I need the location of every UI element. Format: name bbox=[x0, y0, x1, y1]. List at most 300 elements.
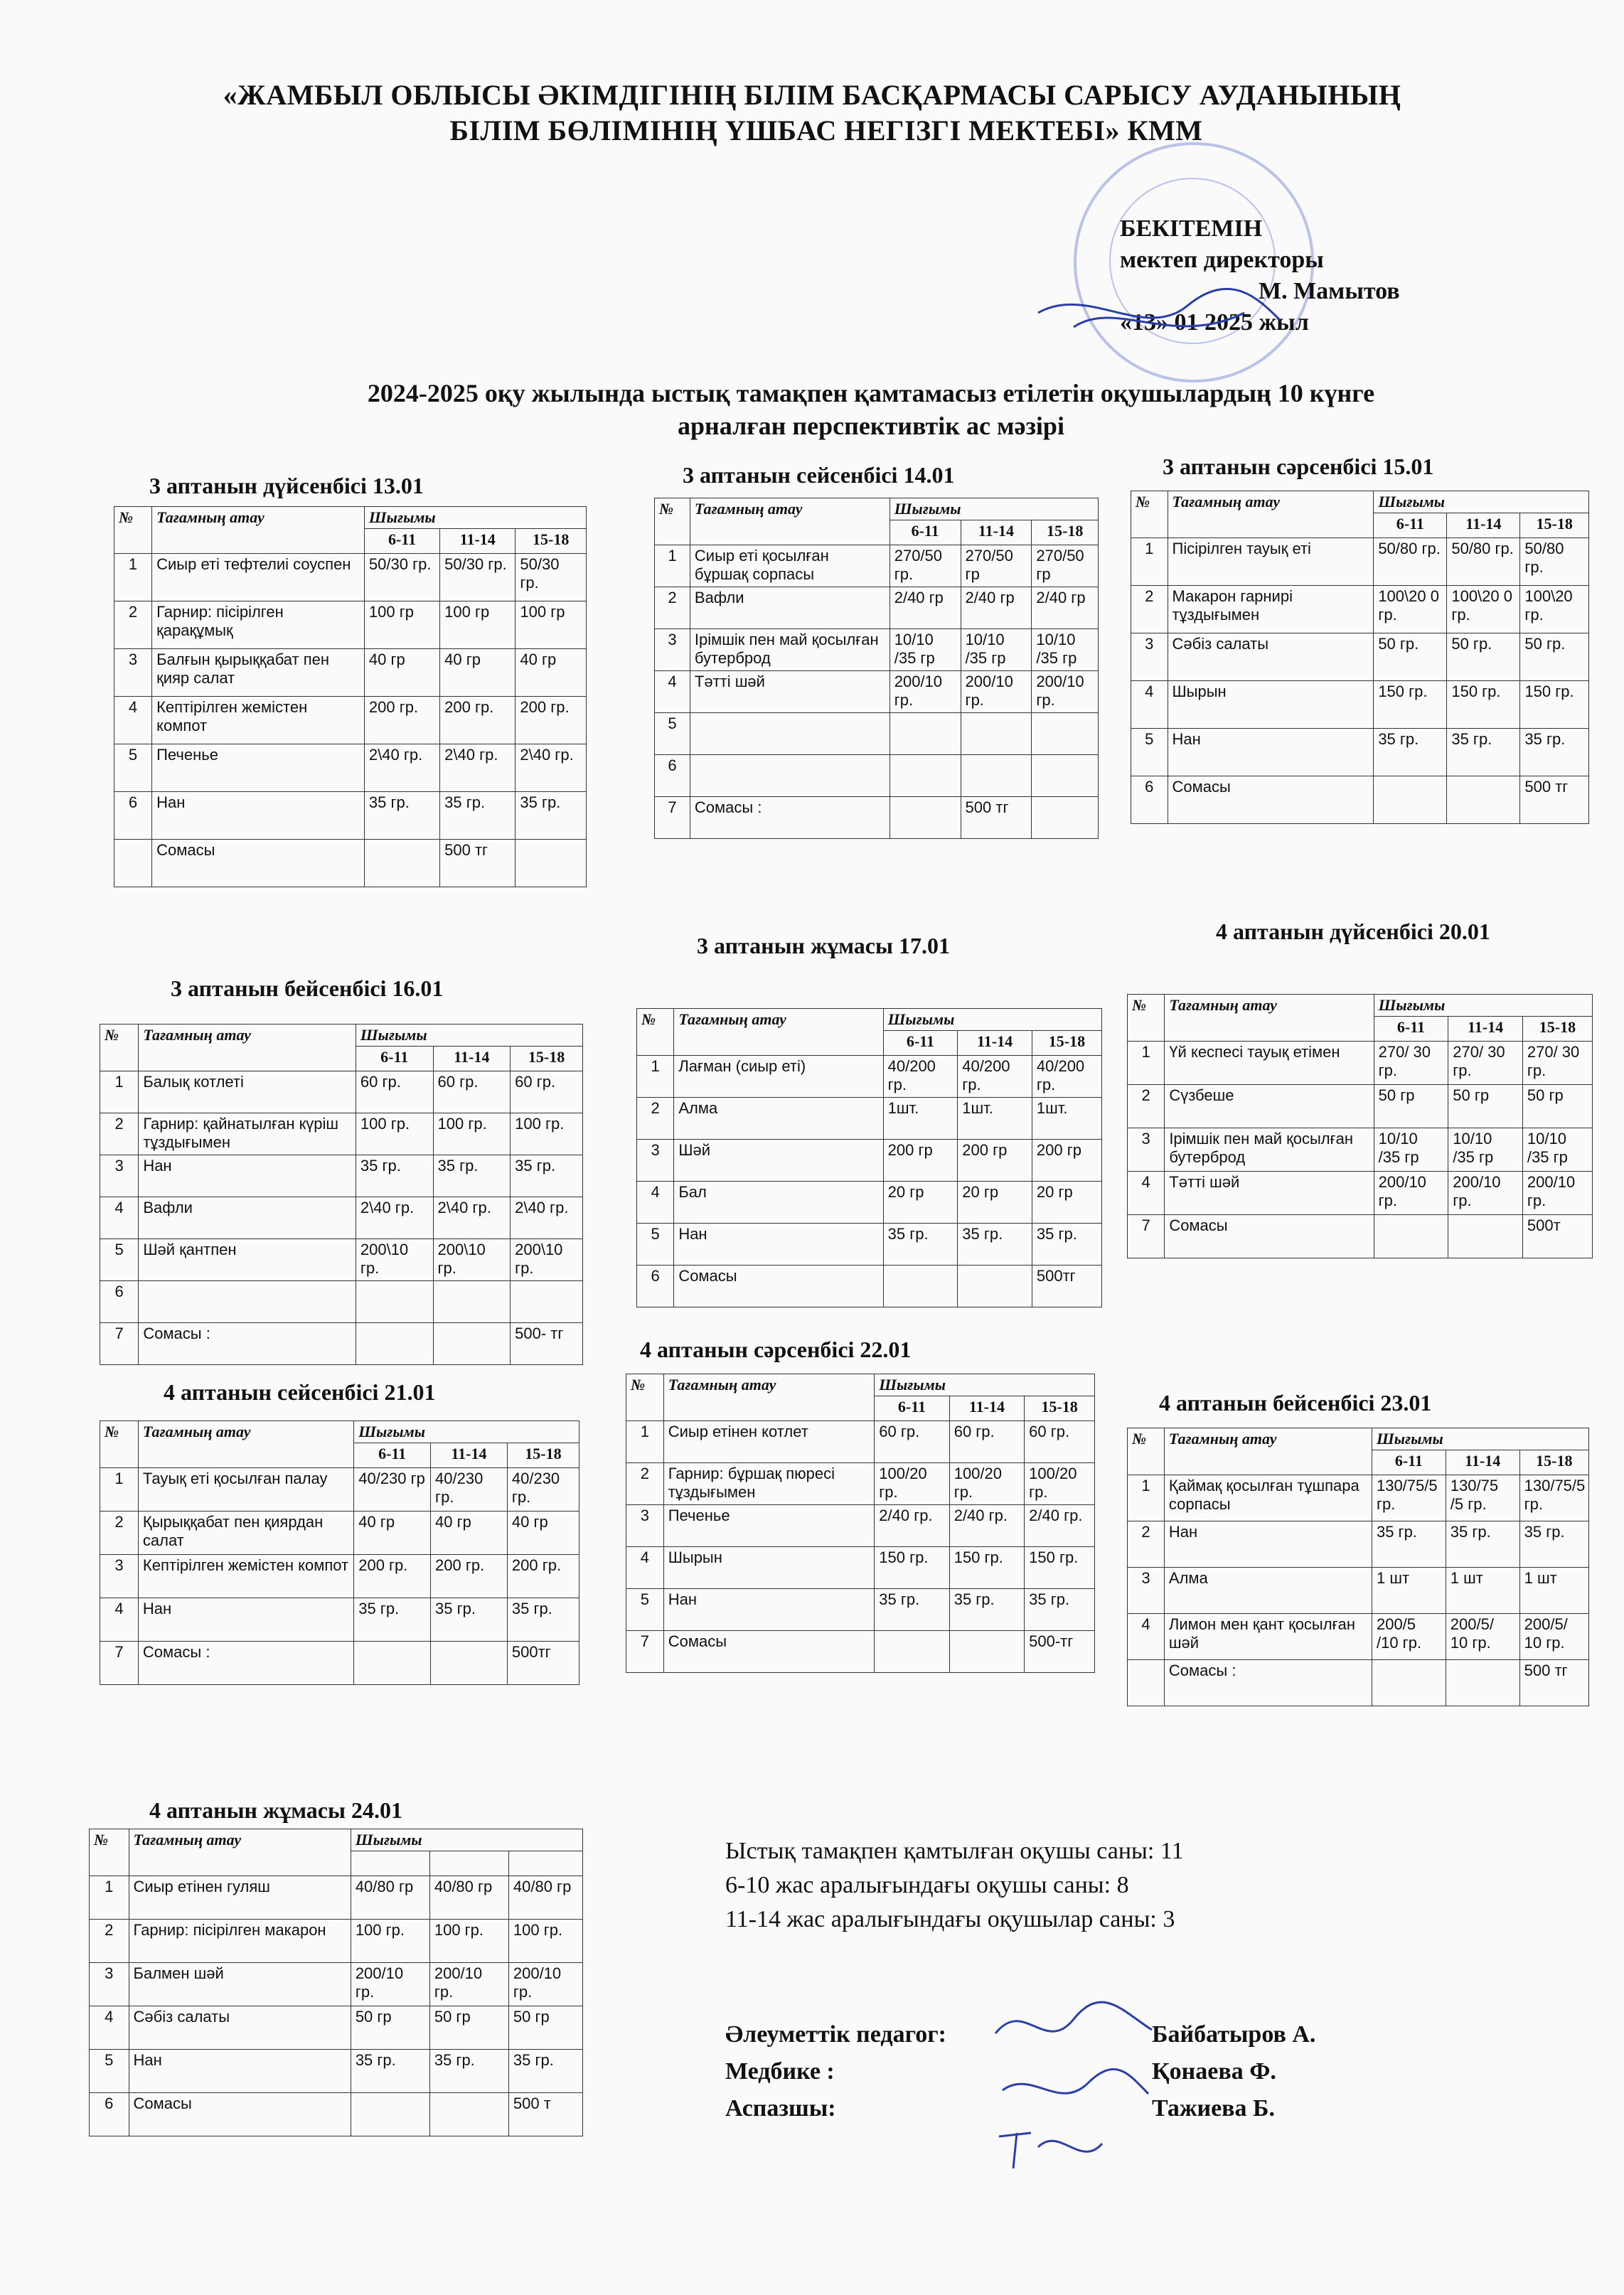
portion-value: 50 гр bbox=[508, 2006, 582, 2050]
column-portion-header: Шығымы bbox=[351, 1829, 582, 1851]
dish-name: Гарнир: пісірілген қарақұмық bbox=[152, 601, 365, 649]
portion-value: 200 гр. bbox=[364, 697, 439, 744]
table-row bbox=[1128, 1614, 1589, 1660]
portion-value bbox=[356, 1323, 433, 1365]
portion-value: 35 гр. bbox=[507, 1598, 579, 1642]
approval-position: мектеп директоры bbox=[1120, 247, 1324, 273]
portion-value: 500тг bbox=[1032, 1266, 1101, 1307]
age-group-header: 15-18 bbox=[1519, 1450, 1588, 1475]
dish-name: Печенье bbox=[152, 744, 365, 792]
table-row bbox=[1128, 1660, 1589, 1706]
table-row bbox=[100, 1598, 579, 1642]
row-number: 3 bbox=[114, 649, 152, 697]
table-row bbox=[100, 1468, 579, 1512]
portion-value: 200/10 гр. bbox=[351, 1963, 429, 2006]
row-number: 1 bbox=[626, 1421, 664, 1463]
portion-value: 50 гр bbox=[351, 2006, 429, 2050]
portion-value bbox=[1447, 776, 1520, 824]
portion-value: 100 гр bbox=[515, 601, 587, 649]
portion-value: 2\40 гр. bbox=[440, 744, 515, 792]
portion-value: 40/200 гр. bbox=[883, 1056, 958, 1098]
portion-value: 10/10 /35 гр bbox=[1522, 1128, 1592, 1172]
dish-name: Сомасы bbox=[1165, 1215, 1374, 1258]
row-number: 3 bbox=[1128, 1568, 1165, 1614]
signer-role: Әлеуметтік педагог: bbox=[725, 2021, 946, 2048]
column-number-header: № bbox=[1128, 1428, 1165, 1475]
portion-value: 50 гр bbox=[1522, 1085, 1592, 1128]
column-dish-header: Тағамның атау bbox=[690, 498, 890, 545]
dish-name: Сәбіз салаты bbox=[1168, 633, 1374, 681]
portion-value: 20 гр bbox=[958, 1182, 1032, 1224]
portion-value: 270/ 30 гр. bbox=[1448, 1042, 1523, 1085]
portion-value: 35 гр. bbox=[1447, 729, 1520, 776]
approval-name: М. Мамытов bbox=[1259, 278, 1400, 304]
portion-value bbox=[958, 1266, 1032, 1307]
portion-value: 200/10 гр. bbox=[1522, 1172, 1592, 1215]
dish-name: Сиыр еті тефтелиі соуспен bbox=[152, 554, 365, 601]
portion-value bbox=[961, 713, 1032, 755]
dish-name: Пісірілген тауық еті bbox=[1168, 538, 1374, 586]
table-row bbox=[90, 2006, 583, 2050]
portion-value: 1 шт bbox=[1519, 1568, 1588, 1614]
dish-name: Сомасы bbox=[129, 2093, 351, 2136]
row-number: 4 bbox=[626, 1547, 664, 1589]
portion-value: 200 гр bbox=[883, 1140, 958, 1182]
dish-name: Нан bbox=[1164, 1521, 1372, 1568]
row-number: 6 bbox=[100, 1281, 139, 1323]
table-row bbox=[637, 1182, 1102, 1224]
portion-value: 1шт. bbox=[958, 1098, 1032, 1140]
portion-value: 50 гр bbox=[1374, 1085, 1448, 1128]
portion-value: 35 гр. bbox=[354, 1598, 431, 1642]
signer-role: Медбике : bbox=[725, 2058, 835, 2085]
school-name-line1: «ЖАМБЫЛ ОБЛЫСЫ ӘКІМДІГІНІҢ БІЛІМ БАСҚАРМАСЫ САРЫСУ АУДАНЫНЫҢ bbox=[223, 79, 1401, 111]
menu-table-day5 bbox=[636, 1008, 1102, 1307]
row-number: 3 bbox=[1128, 1128, 1165, 1172]
menu-table-day10 bbox=[89, 1829, 583, 2136]
row-number: 7 bbox=[655, 797, 690, 839]
portion-value: 1 шт bbox=[1446, 1568, 1519, 1614]
row-number: 5 bbox=[626, 1589, 664, 1631]
portion-value: 2/40 гр. bbox=[949, 1505, 1024, 1547]
table-row bbox=[1131, 776, 1589, 824]
table-row bbox=[90, 2093, 583, 2136]
menu-table-day9 bbox=[1127, 1428, 1589, 1706]
signer-name: Қонаева Ф. bbox=[1152, 2058, 1276, 2085]
portion-value: 2\40 гр. bbox=[356, 1197, 433, 1239]
row-number: 2 bbox=[114, 601, 152, 649]
portion-value: 200\10 гр. bbox=[356, 1239, 433, 1281]
portion-value: 40/80 гр bbox=[429, 1876, 508, 1920]
column-portion-header: Шығымы bbox=[1372, 1428, 1588, 1450]
portion-value bbox=[433, 1323, 511, 1365]
portion-value: 200/10 гр. bbox=[961, 671, 1032, 713]
dish-name: Балғын қырыққабат пен қияр салат bbox=[152, 649, 365, 697]
table-row bbox=[655, 629, 1099, 671]
dish-name: Макарон гарнирі тұздығымен bbox=[1168, 586, 1374, 633]
portion-value: 35 гр. bbox=[1446, 1521, 1519, 1568]
dish-name: Шырын bbox=[663, 1547, 875, 1589]
portion-value: 150 гр. bbox=[875, 1547, 949, 1589]
dish-name: Вафли bbox=[139, 1197, 356, 1239]
portion-value: 100/20 гр. bbox=[949, 1463, 1024, 1505]
portion-value: 130/75 /5 гр. bbox=[1446, 1475, 1519, 1521]
dish-name: Ірімшік пен май қосылған бутерброд bbox=[1165, 1128, 1374, 1172]
portion-value: 40/80 гр bbox=[351, 1876, 429, 1920]
portion-value: 40 гр bbox=[515, 649, 587, 697]
portion-value: 200/10 гр. bbox=[429, 1963, 508, 2006]
column-number-header: № bbox=[1131, 491, 1168, 538]
age-group-header: 15-18 bbox=[1520, 513, 1589, 538]
menu-table-day4 bbox=[100, 1024, 583, 1365]
age-group-header: 15-18 bbox=[1025, 1396, 1095, 1421]
portion-value: 10/10 /35 гр bbox=[961, 629, 1032, 671]
portion-value: 200\10 гр. bbox=[511, 1239, 583, 1281]
dish-name: Нан bbox=[138, 1598, 353, 1642]
age-group-header: 6-11 bbox=[364, 529, 439, 554]
portion-value: 100\20 гр. bbox=[1520, 586, 1589, 633]
portion-value: 150 гр. bbox=[1374, 681, 1447, 729]
portion-value: 270/50 гр bbox=[961, 545, 1032, 587]
row-number: 4 bbox=[1128, 1172, 1165, 1215]
dish-name: Нан bbox=[1168, 729, 1374, 776]
row-number: 1 bbox=[90, 1876, 129, 1920]
table-row bbox=[1128, 1128, 1593, 1172]
portion-value: 50/30 гр. bbox=[515, 554, 587, 601]
row-number: 1 bbox=[1128, 1475, 1165, 1521]
portion-value: 40/230 гр bbox=[354, 1468, 431, 1512]
portion-value: 35 гр. bbox=[356, 1155, 433, 1197]
portion-value: 35 гр. bbox=[1374, 729, 1447, 776]
portion-value: 40/80 гр bbox=[508, 1876, 582, 1920]
row-number: 7 bbox=[1128, 1215, 1165, 1258]
portion-value bbox=[1032, 713, 1099, 755]
portion-value: 100/20 гр. bbox=[1025, 1463, 1095, 1505]
age-group-header: 11-14 bbox=[961, 520, 1032, 545]
table-row bbox=[1128, 1215, 1593, 1258]
portion-value: 35 гр. bbox=[433, 1155, 511, 1197]
row-number: 3 bbox=[100, 1555, 139, 1598]
signer-role: Аспазшы: bbox=[725, 2095, 836, 2122]
portion-value: 10/10 /35 гр bbox=[1374, 1128, 1448, 1172]
portion-value: 35 гр. bbox=[1372, 1521, 1446, 1568]
table-row bbox=[655, 671, 1099, 713]
portion-value: 40 гр bbox=[431, 1512, 508, 1555]
portion-value bbox=[961, 755, 1032, 797]
age-group-header: 6-11 bbox=[875, 1396, 949, 1421]
row-number: 4 bbox=[114, 697, 152, 744]
column-number-header: № bbox=[100, 1421, 139, 1468]
table-row bbox=[655, 587, 1099, 629]
portion-value bbox=[1032, 797, 1099, 839]
row-number: 2 bbox=[100, 1512, 139, 1555]
portion-value: 40/230 гр. bbox=[507, 1468, 579, 1512]
dish-name: Печенье bbox=[663, 1505, 875, 1547]
table-row bbox=[100, 1239, 583, 1281]
column-portion-header: Шығымы bbox=[354, 1421, 579, 1443]
table-row bbox=[100, 1071, 583, 1113]
age-group-header: 15-18 bbox=[1032, 1031, 1101, 1056]
portion-value: 100\20 0 гр. bbox=[1447, 586, 1520, 633]
table-row bbox=[100, 1642, 579, 1685]
portion-value: 50 гр. bbox=[1520, 633, 1589, 681]
portion-value bbox=[1032, 755, 1099, 797]
table-row bbox=[626, 1463, 1095, 1505]
portion-value: 60 гр. bbox=[511, 1071, 583, 1113]
table-row bbox=[626, 1421, 1095, 1463]
portion-value: 150 гр. bbox=[1447, 681, 1520, 729]
portion-value: 10/10 /35 гр bbox=[1032, 629, 1099, 671]
portion-value: 50 гр bbox=[1448, 1085, 1523, 1128]
portion-value: 40 гр bbox=[364, 649, 439, 697]
row-number: 4 bbox=[655, 671, 690, 713]
portion-value: 2/40 гр bbox=[890, 587, 961, 629]
dish-name: Үй кеспесі тауық етімен bbox=[1165, 1042, 1374, 1085]
portion-value: 50/80 гр. bbox=[1447, 538, 1520, 586]
table-row bbox=[1131, 729, 1589, 776]
day-title-1: 3 аптанын дүйсенбісі 13.01 bbox=[149, 473, 424, 498]
row-number: 6 bbox=[114, 792, 152, 840]
dish-name: Нан bbox=[152, 792, 365, 840]
portion-value: 10/10 /35 гр bbox=[890, 629, 961, 671]
day-title-8: 4 аптанын сәрсенбісі 22.01 bbox=[640, 1337, 912, 1362]
menu-table-day2 bbox=[654, 498, 1099, 839]
age-group-header: 6-11 bbox=[883, 1031, 958, 1056]
table-row bbox=[1128, 1521, 1589, 1568]
portion-value: 35 гр. bbox=[440, 792, 515, 840]
dish-name: Сомасы : bbox=[139, 1323, 356, 1365]
table-row bbox=[637, 1056, 1102, 1098]
dish-name: Нан bbox=[674, 1224, 883, 1266]
row-number: 6 bbox=[655, 755, 690, 797]
portion-value: 1 шт bbox=[1372, 1568, 1446, 1614]
age-group-header bbox=[508, 1851, 582, 1876]
row-number: 5 bbox=[90, 2050, 129, 2093]
dish-name: Сүзбеше bbox=[1165, 1085, 1374, 1128]
menu-table-day6 bbox=[1127, 994, 1593, 1258]
table-row bbox=[655, 755, 1099, 797]
row-number: 1 bbox=[1131, 538, 1168, 586]
row-number: 5 bbox=[114, 744, 152, 792]
row-number: 2 bbox=[1128, 1521, 1165, 1568]
portion-value: 50/30 гр. bbox=[364, 554, 439, 601]
row-number: 3 bbox=[1131, 633, 1168, 681]
portion-value bbox=[354, 1642, 431, 1685]
row-number: 4 bbox=[1128, 1614, 1165, 1660]
portion-value: 35 гр. bbox=[351, 2050, 429, 2093]
portion-value: 500тг bbox=[507, 1642, 579, 1685]
portion-value: 100\20 0 гр. bbox=[1374, 586, 1447, 633]
row-number: 5 bbox=[655, 713, 690, 755]
portion-value: 200/10 гр. bbox=[1032, 671, 1099, 713]
portion-value: 2/40 гр. bbox=[1025, 1505, 1095, 1547]
dish-name: Сомасы : bbox=[1164, 1660, 1372, 1706]
portion-value: 35 гр. bbox=[1520, 729, 1589, 776]
portion-value: 270/50 гр bbox=[1032, 545, 1099, 587]
row-number: 5 bbox=[637, 1224, 674, 1266]
column-number-header: № bbox=[114, 507, 152, 554]
column-dish-header: Тағамның атау bbox=[663, 1374, 875, 1421]
portion-value: 100 гр bbox=[364, 601, 439, 649]
row-number: 7 bbox=[100, 1323, 139, 1365]
column-number-header: № bbox=[100, 1025, 139, 1071]
column-portion-header: Шығымы bbox=[883, 1009, 1101, 1031]
table-row bbox=[626, 1547, 1095, 1589]
stats-total: Ыстық тамақпен қамтылған оқушы саны: 11 bbox=[725, 1838, 1184, 1864]
portion-value: 35 гр. bbox=[875, 1589, 949, 1631]
table-row bbox=[90, 1876, 583, 1920]
table-row bbox=[1131, 681, 1589, 729]
portion-value: 60 гр. bbox=[1025, 1421, 1095, 1463]
portion-value: 60 гр. bbox=[433, 1071, 511, 1113]
portion-value: 200/5/ 10 гр. bbox=[1446, 1614, 1519, 1660]
column-dish-header: Тағамның атау bbox=[1168, 491, 1374, 538]
dish-name: Сомасы : bbox=[138, 1642, 353, 1685]
table-row bbox=[1128, 1172, 1593, 1215]
column-portion-header: Шығымы bbox=[1374, 995, 1592, 1017]
dish-name: Сомасы bbox=[152, 840, 365, 887]
row-number: 7 bbox=[626, 1631, 664, 1673]
table-row bbox=[90, 2050, 583, 2093]
dish-name: Шәй қантпен bbox=[139, 1239, 356, 1281]
age-group-header: 11-14 bbox=[958, 1031, 1032, 1056]
column-portion-header: Шығымы bbox=[356, 1025, 582, 1047]
portion-value: 35 гр. bbox=[1032, 1224, 1101, 1266]
school-name-line2: БІЛІМ БӨЛІМІНІҢ ҮШБАС НЕГІЗГІ МЕКТЕБІ» КММ bbox=[449, 114, 1203, 146]
table-row bbox=[1131, 633, 1589, 681]
dish-name: Гарнир: қайнатылған күріш тұздығымен bbox=[139, 1113, 356, 1155]
row-number: 4 bbox=[637, 1182, 674, 1224]
row-number: 3 bbox=[100, 1155, 139, 1197]
portion-value: 500т bbox=[1522, 1215, 1592, 1258]
age-group-header: 11-14 bbox=[433, 1047, 511, 1071]
portion-value: 40/200 гр. bbox=[1032, 1056, 1101, 1098]
portion-value: 35 гр. bbox=[1519, 1521, 1588, 1568]
row-number: 3 bbox=[637, 1140, 674, 1182]
portion-value bbox=[356, 1281, 433, 1323]
age-group-header: 6-11 bbox=[890, 520, 961, 545]
dish-name bbox=[690, 755, 890, 797]
row-number: 1 bbox=[637, 1056, 674, 1098]
portion-value: 35 гр. bbox=[431, 1598, 508, 1642]
row-number: 5 bbox=[1131, 729, 1168, 776]
portion-value bbox=[429, 2093, 508, 2136]
day-title-6: 4 аптанын дүйсенбісі 20.01 bbox=[1216, 919, 1490, 944]
dish-name: Сомасы bbox=[663, 1631, 875, 1673]
portion-value bbox=[351, 2093, 429, 2136]
portion-value: 200/10 гр. bbox=[508, 1963, 582, 2006]
row-number: 3 bbox=[90, 1963, 129, 2006]
column-number-header: № bbox=[637, 1009, 674, 1056]
portion-value: 200/10 гр. bbox=[1448, 1172, 1523, 1215]
dish-name: Сәбіз салаты bbox=[129, 2006, 351, 2050]
portion-value: 50 гр. bbox=[1374, 633, 1447, 681]
dish-name: Кептірілген жемістен компот bbox=[138, 1555, 353, 1598]
portion-value bbox=[1374, 776, 1447, 824]
portion-value bbox=[875, 1631, 949, 1673]
portion-value: 200\10 гр. bbox=[433, 1239, 511, 1281]
table-row bbox=[100, 1155, 583, 1197]
portion-value: 40 гр bbox=[440, 649, 515, 697]
row-number bbox=[114, 840, 152, 887]
row-number: 2 bbox=[655, 587, 690, 629]
portion-value: 35 гр. bbox=[958, 1224, 1032, 1266]
portion-value: 200 гр bbox=[958, 1140, 1032, 1182]
portion-value: 150 гр. bbox=[1025, 1547, 1095, 1589]
column-dish-header: Тағамның атау bbox=[1164, 1428, 1372, 1475]
dish-name: Балмен шәй bbox=[129, 1963, 351, 2006]
portion-value: 500-тг bbox=[1025, 1631, 1095, 1673]
dish-name: Кептірілген жемістен компот bbox=[152, 697, 365, 744]
age-group-header: 11-14 bbox=[431, 1443, 508, 1468]
table-row bbox=[114, 840, 587, 887]
portion-value: 200 гр. bbox=[507, 1555, 579, 1598]
portion-value bbox=[1448, 1215, 1523, 1258]
portion-value: 40 гр bbox=[354, 1512, 431, 1555]
portion-value bbox=[890, 755, 961, 797]
row-number: 1 bbox=[655, 545, 690, 587]
column-number-header: № bbox=[1128, 995, 1165, 1042]
column-dish-header: Тағамның атау bbox=[138, 1421, 353, 1468]
table-row bbox=[655, 797, 1099, 839]
row-number: 4 bbox=[100, 1598, 139, 1642]
age-group-header bbox=[351, 1851, 429, 1876]
row-number: 2 bbox=[637, 1098, 674, 1140]
portion-value: 35 гр. bbox=[949, 1589, 1024, 1631]
age-group-header: 11-14 bbox=[440, 529, 515, 554]
table-row bbox=[1128, 1042, 1593, 1085]
dish-name: Тәтті шәй bbox=[690, 671, 890, 713]
portion-value: 35 гр. bbox=[511, 1155, 583, 1197]
day-title-9: 4 аптанын бейсенбісі 23.01 bbox=[1159, 1390, 1432, 1416]
portion-value: 500 тг bbox=[1520, 776, 1589, 824]
portion-value: 1шт. bbox=[883, 1098, 958, 1140]
table-row bbox=[114, 697, 587, 744]
row-number: 6 bbox=[1131, 776, 1168, 824]
portion-value: 100 гр. bbox=[429, 1920, 508, 1963]
table-row bbox=[100, 1281, 583, 1323]
portion-value: 500 т bbox=[508, 2093, 582, 2136]
portion-value: 100 гр. bbox=[511, 1113, 583, 1155]
row-number: 2 bbox=[1131, 586, 1168, 633]
portion-value: 500 тг bbox=[961, 797, 1032, 839]
table-row bbox=[100, 1512, 579, 1555]
portion-value: 50 гр bbox=[429, 2006, 508, 2050]
portion-value bbox=[515, 840, 587, 887]
portion-value: 200 гр. bbox=[431, 1555, 508, 1598]
dish-name: Нан bbox=[139, 1155, 356, 1197]
portion-value: 1шт. bbox=[1032, 1098, 1101, 1140]
portion-value: 200/5 /10 гр. bbox=[1372, 1614, 1446, 1660]
portion-value: 100/20 гр. bbox=[875, 1463, 949, 1505]
table-row bbox=[637, 1224, 1102, 1266]
row-number: 2 bbox=[90, 1920, 129, 1963]
dish-name: Нан bbox=[129, 2050, 351, 2093]
handwritten-signatures bbox=[981, 1991, 1166, 2176]
day-title-10: 4 аптанын жұмасы 24.01 bbox=[149, 1797, 402, 1823]
row-number: 1 bbox=[100, 1071, 139, 1113]
table-row bbox=[637, 1140, 1102, 1182]
row-number: 3 bbox=[626, 1505, 664, 1547]
row-number: 4 bbox=[100, 1197, 139, 1239]
dish-name: Сиыр етінен котлет bbox=[663, 1421, 875, 1463]
portion-value: 35 гр. bbox=[1025, 1589, 1095, 1631]
table-row bbox=[637, 1098, 1102, 1140]
portion-value: 50 гр. bbox=[1447, 633, 1520, 681]
table-row bbox=[626, 1589, 1095, 1631]
row-number: 1 bbox=[1128, 1042, 1165, 1085]
age-group-header: 11-14 bbox=[949, 1396, 1024, 1421]
